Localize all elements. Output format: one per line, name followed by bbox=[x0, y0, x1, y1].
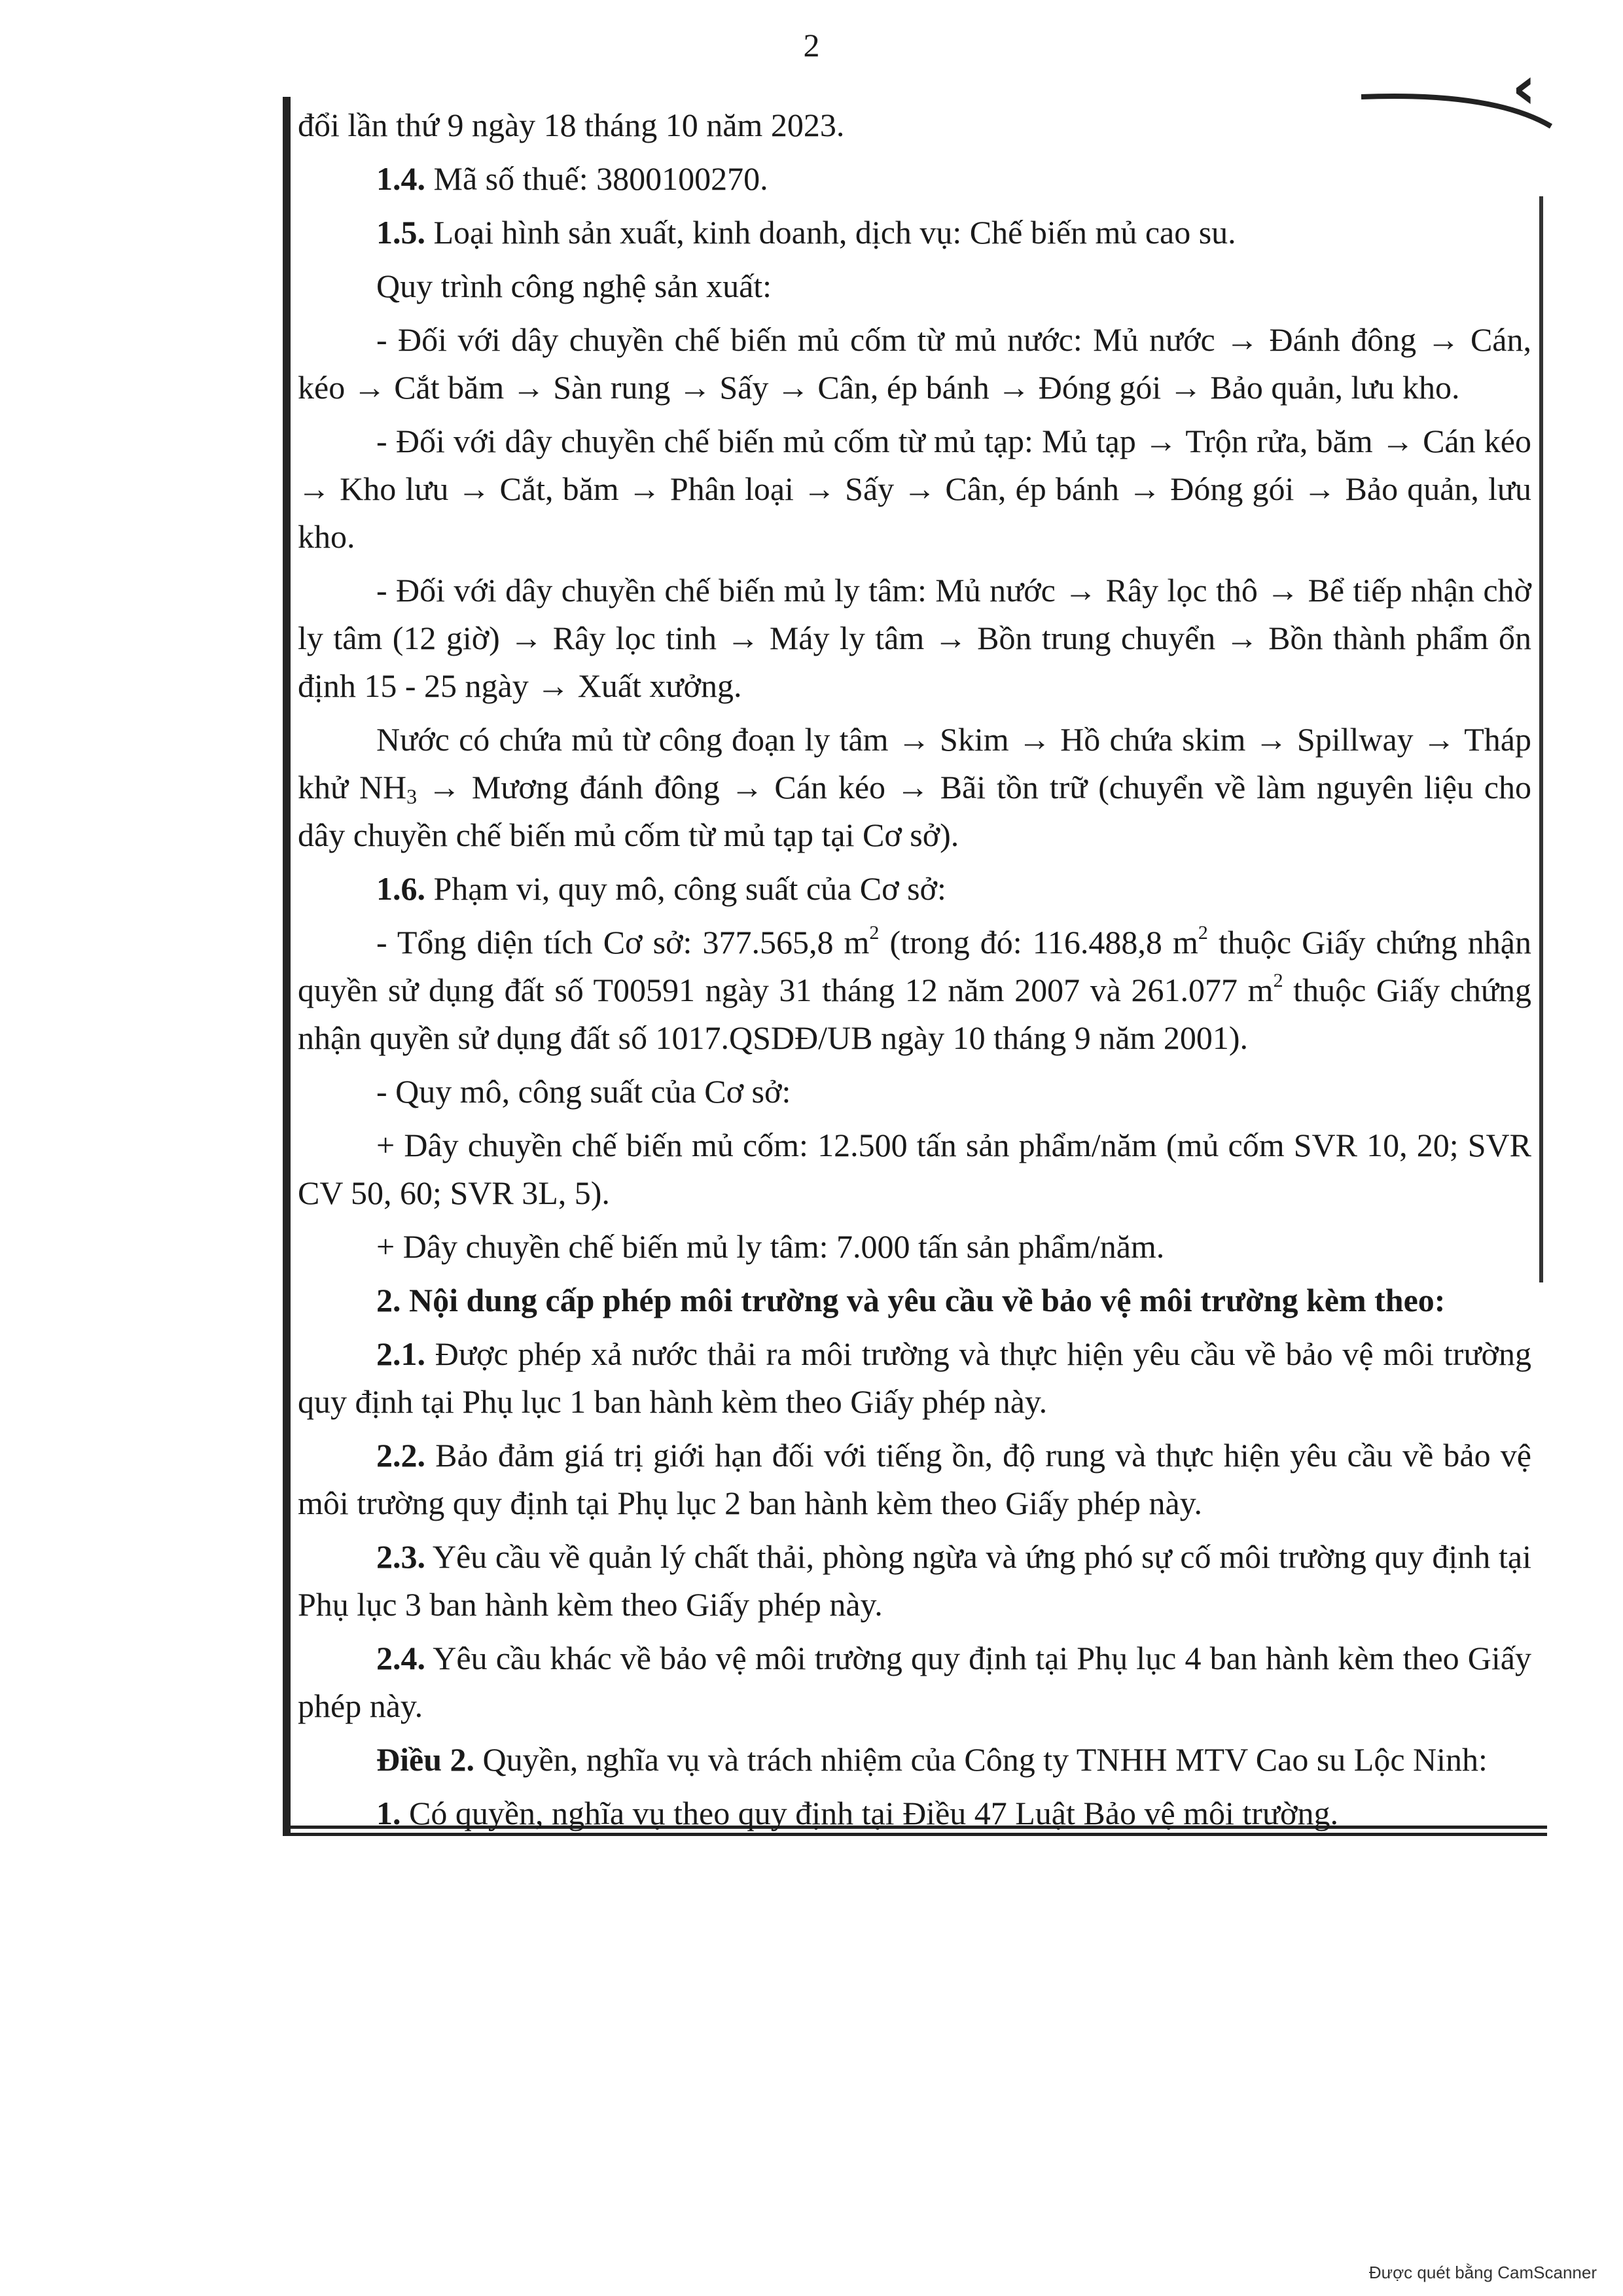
paragraph-total-area bbox=[298, 919, 1531, 1062]
paragraph-other-requirements bbox=[298, 1634, 1531, 1730]
paragraph-business-type bbox=[298, 209, 1531, 256]
section-label: 1.5. bbox=[376, 214, 425, 251]
paragraph-text: Có quyền, nghĩa vụ theo quy định tại Điều 47 Luật Bảo vệ môi trường. bbox=[401, 1795, 1338, 1831]
paragraph-text: Bảo đảm giá trị giới hạn đối với tiếng ồn, độ rung và thực hiện yêu cầu về bảo vệ môi trường quy định tại Phụ lục 2 ban hành kèm theo Giấy phép này. bbox=[298, 1437, 1531, 1521]
paragraph-text: Yêu cầu về quản lý chất thải, phòng ngừa và ứng phó sự cố môi trường quy định tại Phụ lục 3 ban hành kèm theo Giấy phép này. bbox=[298, 1538, 1531, 1623]
section-label: 2.3. bbox=[376, 1538, 425, 1575]
paragraph-text: Mã số thuế: 3800100270. bbox=[425, 160, 768, 197]
article-label: Điều 2. bbox=[376, 1741, 474, 1778]
paragraph-wastewater-permit bbox=[298, 1330, 1531, 1426]
paragraph-waste-management bbox=[298, 1533, 1531, 1629]
section-label: 1. bbox=[376, 1795, 401, 1831]
paragraph-text: Yêu cầu khác về bảo vệ môi trường quy định tại Phụ lục 4 ban hành kèm theo Giấy phép này. bbox=[298, 1640, 1531, 1724]
paragraph-process-mixed-crumb: - Đối với dây chuyền chế biến mủ cốm từ mủ tạp: Mủ tạp → Trộn rửa, băm → Cán kéo → Kho lưu → Cắt, băm → Phân loại → Sấy → Cân, ép bánh → Đóng gói → Bảo quản, lưu kho. bbox=[298, 423, 1531, 555]
chevron-left-icon: ‹ bbox=[1512, 54, 1537, 122]
page-number: 2 bbox=[803, 27, 820, 63]
paragraph-text: → Mương đánh đông → Cán kéo → Bãi tồn trữ (chuyển về làm nguyên liệu cho dây chuyền chế biến mủ cốm từ mủ tạp tại Cơ sở). bbox=[298, 769, 1531, 853]
paragraph-text: thuộc Giấy chứng nhận quyền sử dụng đất số T00591 ngày 31 tháng 12 năm 2007 và 261.077 m bbox=[298, 924, 1531, 1008]
paragraph-text: Phạm vi, quy mô, công suất của Cơ sở: bbox=[425, 870, 946, 907]
paragraph-text: Nước có chứa mủ từ công đoạn ly tâm → Skim → Hồ chứa skim → Spillway → Tháp khử NH bbox=[298, 721, 1531, 805]
scanner-watermark: Được quét bằng CamScanner bbox=[1368, 2263, 1597, 2282]
superscript: 2 bbox=[1198, 922, 1208, 944]
paragraph-rights-obligations bbox=[298, 1790, 1531, 1837]
section-label: 1.4. bbox=[376, 160, 425, 197]
paragraph-text: - Tổng diện tích Cơ sở: 377.565,8 m bbox=[376, 924, 870, 961]
paragraph-process-latex-crumb: - Đối với dây chuyền chế biến mủ cốm từ mủ nước: Mủ nước → Đánh đông → Cán, kéo → Cắt băm → Sàn rung → Sấy → Cân, ép bánh → Đóng gói → Bảo quản, lưu kho. bbox=[298, 321, 1531, 406]
paragraph-text: (trong đó: 116.488,8 m bbox=[879, 924, 1198, 961]
document-body bbox=[298, 101, 1531, 1843]
paragraph-tax-code bbox=[298, 155, 1531, 203]
paragraph-text: Loại hình sản xuất, kinh doanh, dịch vụ: Chế biến mủ cao su. bbox=[425, 214, 1236, 251]
section-label: 2.2. bbox=[376, 1437, 425, 1474]
paragraph-text: thuộc Giấy chứng nhận quyền sử dụng đất số 1017.QSDĐ/UB ngày 10 tháng 9 năm 2001). bbox=[298, 972, 1531, 1056]
section-heading-permit-content: 2. Nội dung cấp phép môi trường và yêu cầu về bảo vệ môi trường kèm theo: bbox=[376, 1282, 1446, 1318]
paragraph-amendment-date: đổi lần thứ 9 ngày 18 tháng 10 năm 2023. bbox=[298, 107, 845, 143]
subscript: 3 bbox=[406, 785, 418, 808]
section-label: 1.6. bbox=[376, 870, 425, 907]
frame-right-border bbox=[1539, 196, 1543, 1282]
article-2 bbox=[298, 1736, 1531, 1784]
paragraph-process-wastewater bbox=[298, 716, 1531, 859]
paragraph-text: Được phép xả nước thải ra môi trường và thực hiện yêu cầu về bảo vệ môi trường quy định tại Phụ lục 1 ban hành kèm theo Giấy phép này. bbox=[298, 1335, 1531, 1420]
section-label: 2.1. bbox=[376, 1335, 425, 1372]
paragraph-capacity-centrifuge: + Dây chuyền chế biến mủ ly tâm: 7.000 tấn sản phẩm/năm. bbox=[376, 1228, 1165, 1265]
paragraph-process-centrifuge: - Đối với dây chuyền chế biến mủ ly tâm: Mủ nước → Rây lọc thô → Bể tiếp nhận chờ ly tâm (12 giờ) → Rây lọc tinh → Máy ly tâm → Bồn trung chuyển → Bồn thành phẩm ổn định 15 - 25 ngày → Xuất xưởng. bbox=[298, 572, 1531, 704]
paragraph-capacity-crumb: + Dây chuyền chế biến mủ cốm: 12.500 tấn sản phẩm/năm (mủ cốm SVR 10, 20; SVR CV 50, 60; SVR 3L, 5). bbox=[298, 1127, 1531, 1211]
paragraph-capacity-heading: - Quy mô, công suất của Cơ sở: bbox=[376, 1073, 791, 1110]
frame-left-border bbox=[283, 97, 291, 1836]
paragraph-scope bbox=[298, 865, 1531, 913]
superscript: 2 bbox=[869, 922, 880, 944]
paragraph-noise-limits bbox=[298, 1432, 1531, 1527]
superscript: 2 bbox=[1273, 970, 1283, 991]
section-label: 2.4. bbox=[376, 1640, 425, 1676]
paragraph-process-heading: Quy trình công nghệ sản xuất: bbox=[376, 268, 772, 304]
paragraph-text: Quyền, nghĩa vụ và trách nhiệm của Công ty TNHH MTV Cao su Lộc Ninh: bbox=[474, 1741, 1488, 1778]
